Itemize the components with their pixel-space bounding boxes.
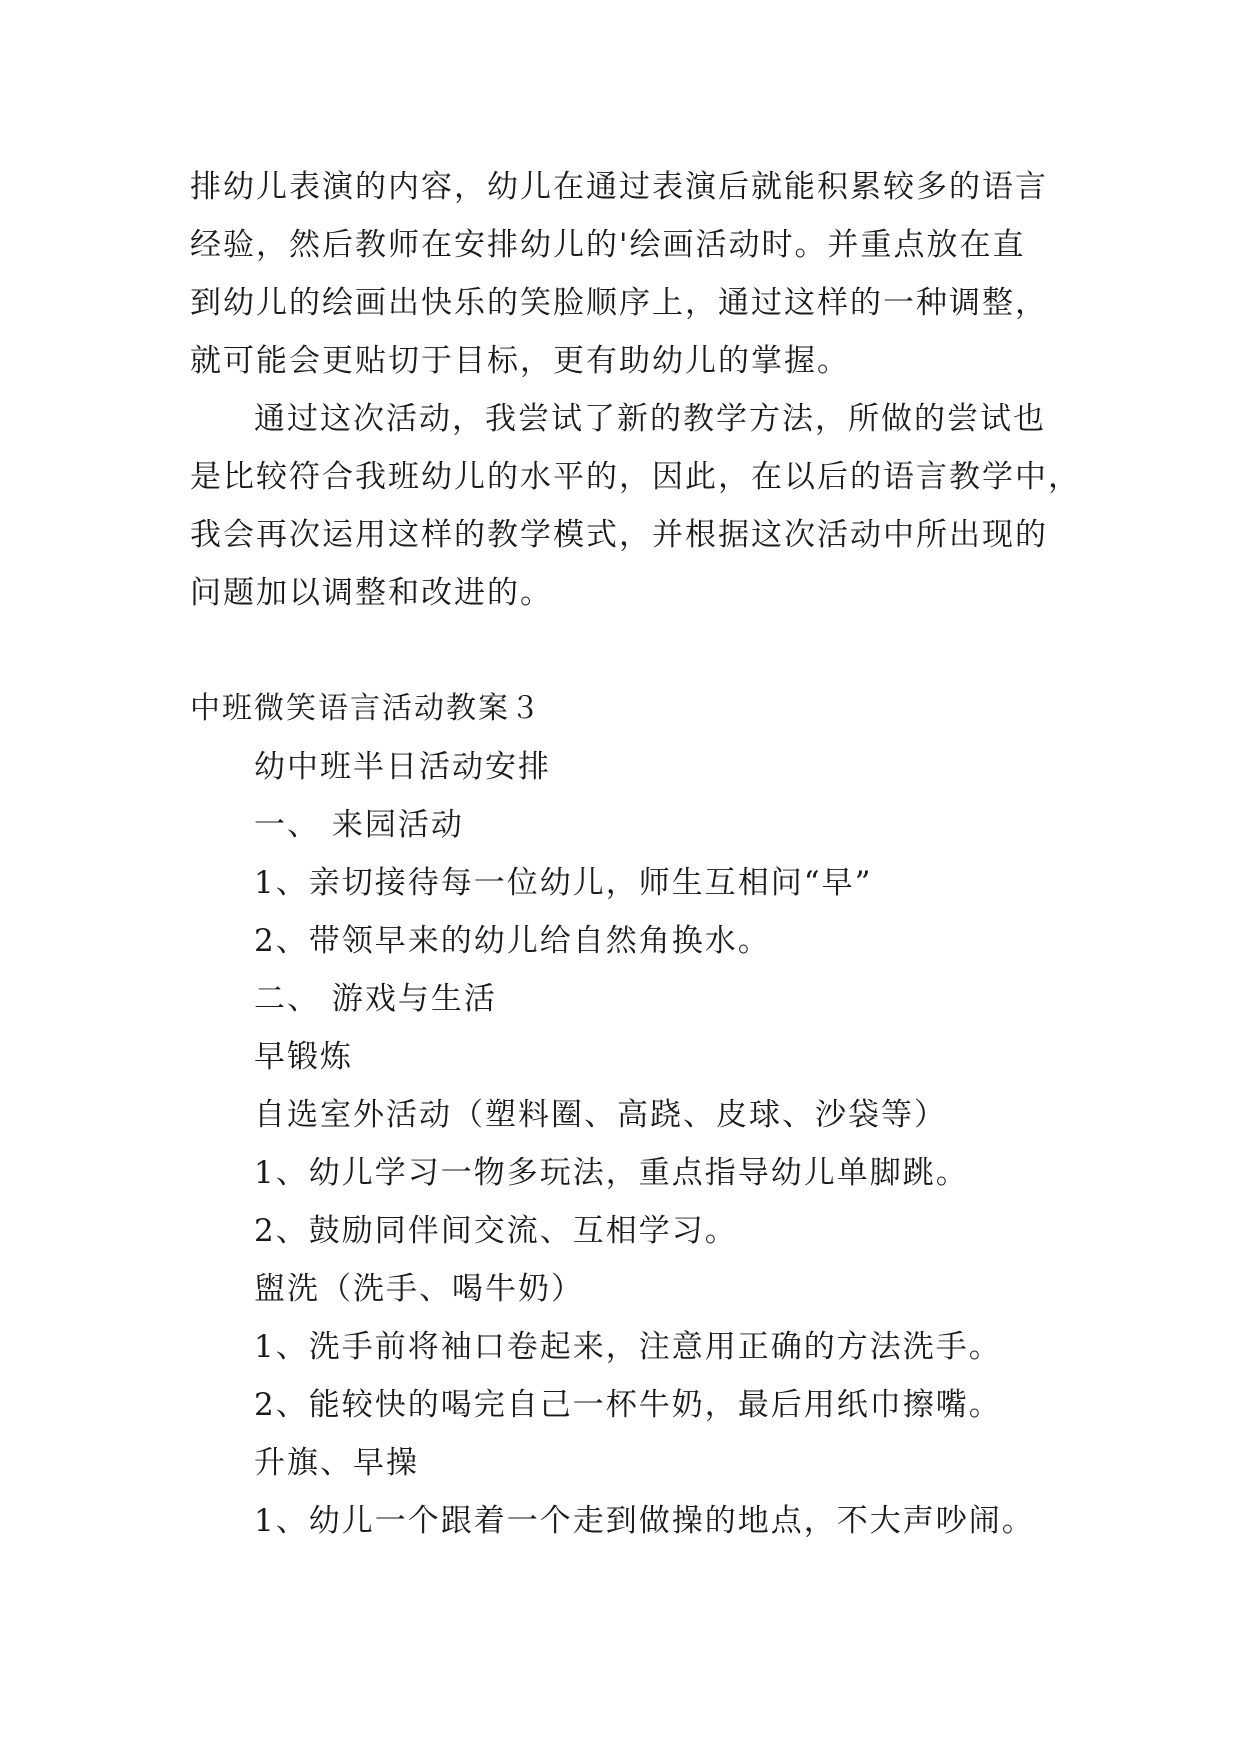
list-item: 1、幼儿一个跟着一个走到做操的地点，不大声吵闹。 [254,1503,1035,1539]
list-item: 2、能较快的喝完自己一杯牛奶，最后用纸巾擦嘴。 [254,1387,1002,1423]
subsection-morning-exercise: 早锻炼 [254,1039,353,1075]
subsection-flag-exercise: 升旗、早操 [254,1445,419,1481]
list-item: 2、鼓励同伴间交流、互相学习。 [254,1213,738,1249]
list-item: 1、幼儿学习一物多玩法，重点指导幼儿单脚跳。 [254,1155,969,1191]
section-item-games-life: 二、 游戏与生活 [254,981,497,1017]
list-item: 1、洗手前将袖口卷起来，注意用正确的方法洗手。 [254,1329,1002,1365]
list-item: 2、带领早来的幼儿给自然角换水。 [254,923,771,959]
paragraph-line: 通过这次活动，我尝试了新的教学方法，所做的尝试也 [254,401,1046,437]
paragraph-line: 排幼儿表演的内容，幼儿在通过表演后就能积累较多的语言 [190,169,1048,205]
paragraph-line: 到幼儿的绘画出快乐的笑脸顺序上，通过这样的一种调整， [190,285,1048,321]
paragraph-reflection-continued [190,158,1070,390]
section-item-arrival: 一、 来园活动 [254,807,464,843]
schedule-title: 幼中班半日活动安排 [254,749,551,785]
paragraph-line: 是比较符合我班幼儿的水平的，因此，在以后的语言教学中， [190,459,1081,495]
subsection-washing: 盥洗（洗手、喝牛奶） [254,1271,584,1307]
list-item: 自选室外活动（塑料圈、高跷、皮球、沙袋等） [254,1097,947,1133]
section-heading: 中班微笑语言活动教案３ [190,691,542,726]
activity-schedule-list [254,738,1035,1550]
paragraph-line: 就可能会更贴切于目标，更有助幼儿的掌握。 [190,343,850,379]
list-item: 1、亲切接待每一位幼儿，师生互相问“早” [254,865,873,901]
paragraph-line: 问题加以调整和改进的。 [190,575,553,611]
paragraph-line: 经验，然后教师在安排幼儿的'绘画活动时。并重点放在直 [190,227,1026,263]
paragraph-line: 我会再次运用这样的教学模式，并根据这次活动中所出现的 [190,517,1048,553]
paragraph-conclusion [190,390,1081,622]
